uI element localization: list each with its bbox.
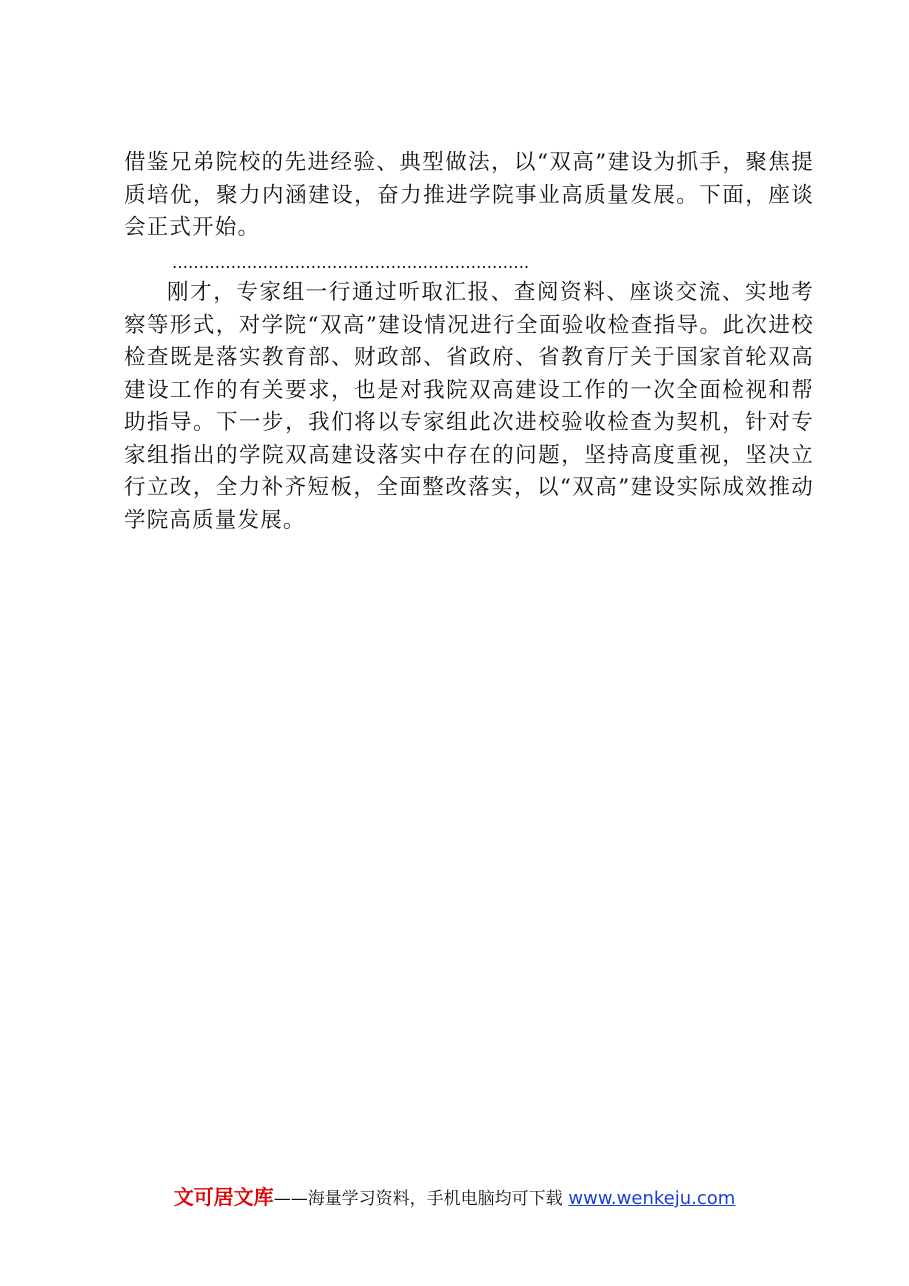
ellipsis-separator: …………………………………………………………. bbox=[172, 252, 530, 272]
paragraph-1: 借鉴兄弟院校的先进经验、典型做法，以“双高”建设为抓手，聚焦提质培优，聚力内涵建设，奋力推进学院事业高质量发展。下面，座谈会正式开始。 bbox=[124, 150, 814, 240]
footer-banner bbox=[0, 1183, 909, 1213]
footer-brand: 文可居文库 bbox=[173, 1185, 274, 1209]
paragraph-2: 刚才，专家组一行通过听取汇报、查阅资料、座谈交流、实地考察等形式，对学院“双高”建设情况进行全面验收检查指导。此次进校检查既是落实教育部、财政部、省政府、省教育厅关于国家首轮双高建设工作的有关要求，也是对我院双高建设工作的一次全面检视和帮助指导。下一步，我们将以专家组此次进校验收检查为契机，针对专家组指出的学院双高建设落实中存在的问题，坚持高度重视，坚决立行立改，全力补齐短板，全面整改落实，以“双高”建设实际成效推动学院高质量发展。 bbox=[124, 280, 814, 533]
footer-website-link[interactable]: www.wenkeju.com bbox=[568, 1188, 736, 1209]
document-body bbox=[124, 147, 814, 537]
footer-tagline: ——海量学习资料，手机电脑均可下载 bbox=[273, 1189, 563, 1209]
